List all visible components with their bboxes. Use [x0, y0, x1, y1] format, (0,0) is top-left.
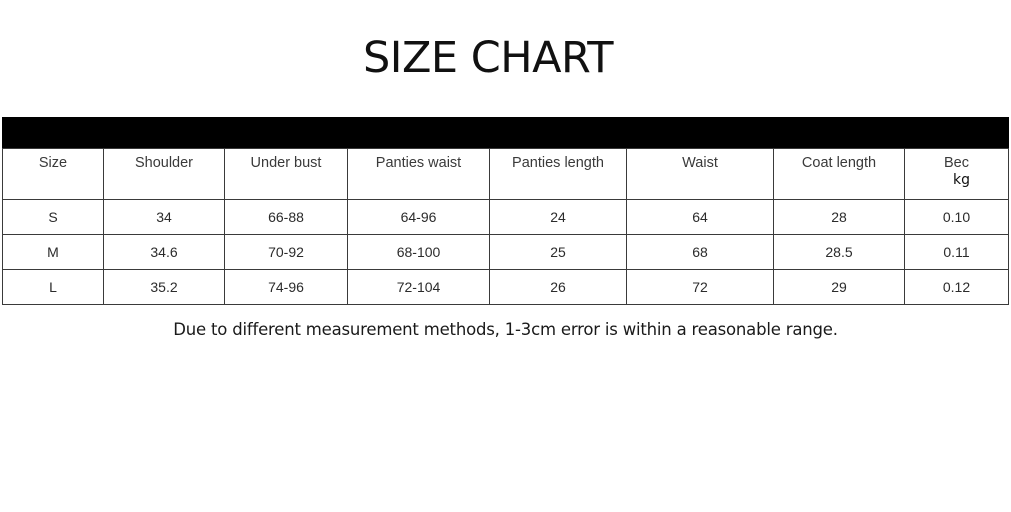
header-panties-length: Panties length	[490, 149, 627, 200]
header-shoulder: Shoulder	[104, 149, 225, 200]
header-row	[3, 149, 1009, 200]
table-cell: 0.12	[905, 270, 1009, 305]
header-coat-length: Coat length	[774, 149, 905, 200]
table-cell: 68	[627, 235, 774, 270]
header-panties-waist: Panties waist	[348, 149, 490, 200]
table-cell: 34.6	[104, 235, 225, 270]
table-row	[3, 235, 1009, 270]
size-table	[2, 148, 1009, 305]
table-cell: 25	[490, 235, 627, 270]
table-cell: 34	[104, 200, 225, 235]
table-cell: 26	[490, 270, 627, 305]
table-cell: 72	[627, 270, 774, 305]
table-cell: 64	[627, 200, 774, 235]
table-row	[3, 270, 1009, 305]
header-weight-label: Bec	[944, 155, 969, 171]
header-weight	[905, 149, 1009, 200]
page-title: SIZE CHART	[362, 33, 614, 83]
header-waist: Waist	[627, 149, 774, 200]
table-cell: 74-96	[225, 270, 348, 305]
table-cell: S	[3, 200, 104, 235]
table-cell: 35.2	[104, 270, 225, 305]
table-row	[3, 200, 1009, 235]
header-weight-unit: kg	[953, 172, 970, 188]
table-cell: 0.11	[905, 235, 1009, 270]
table-cell: 70-92	[225, 235, 348, 270]
table-cell: 28	[774, 200, 905, 235]
table-cell: 29	[774, 270, 905, 305]
header-bar	[2, 117, 1009, 148]
table-cell: 0.10	[905, 200, 1009, 235]
measurement-note: Due to different measurement methods, 1-3cm error is within a reasonable range.	[173, 320, 838, 339]
table-cell: 72-104	[348, 270, 490, 305]
table-cell: 68-100	[348, 235, 490, 270]
table-cell: L	[3, 270, 104, 305]
table-cell: 28.5	[774, 235, 905, 270]
header-size: Size	[3, 149, 104, 200]
table-cell: M	[3, 235, 104, 270]
table-cell: 66-88	[225, 200, 348, 235]
table-cell: 64-96	[348, 200, 490, 235]
table-cell: 24	[490, 200, 627, 235]
header-under-bust: Under bust	[225, 149, 348, 200]
